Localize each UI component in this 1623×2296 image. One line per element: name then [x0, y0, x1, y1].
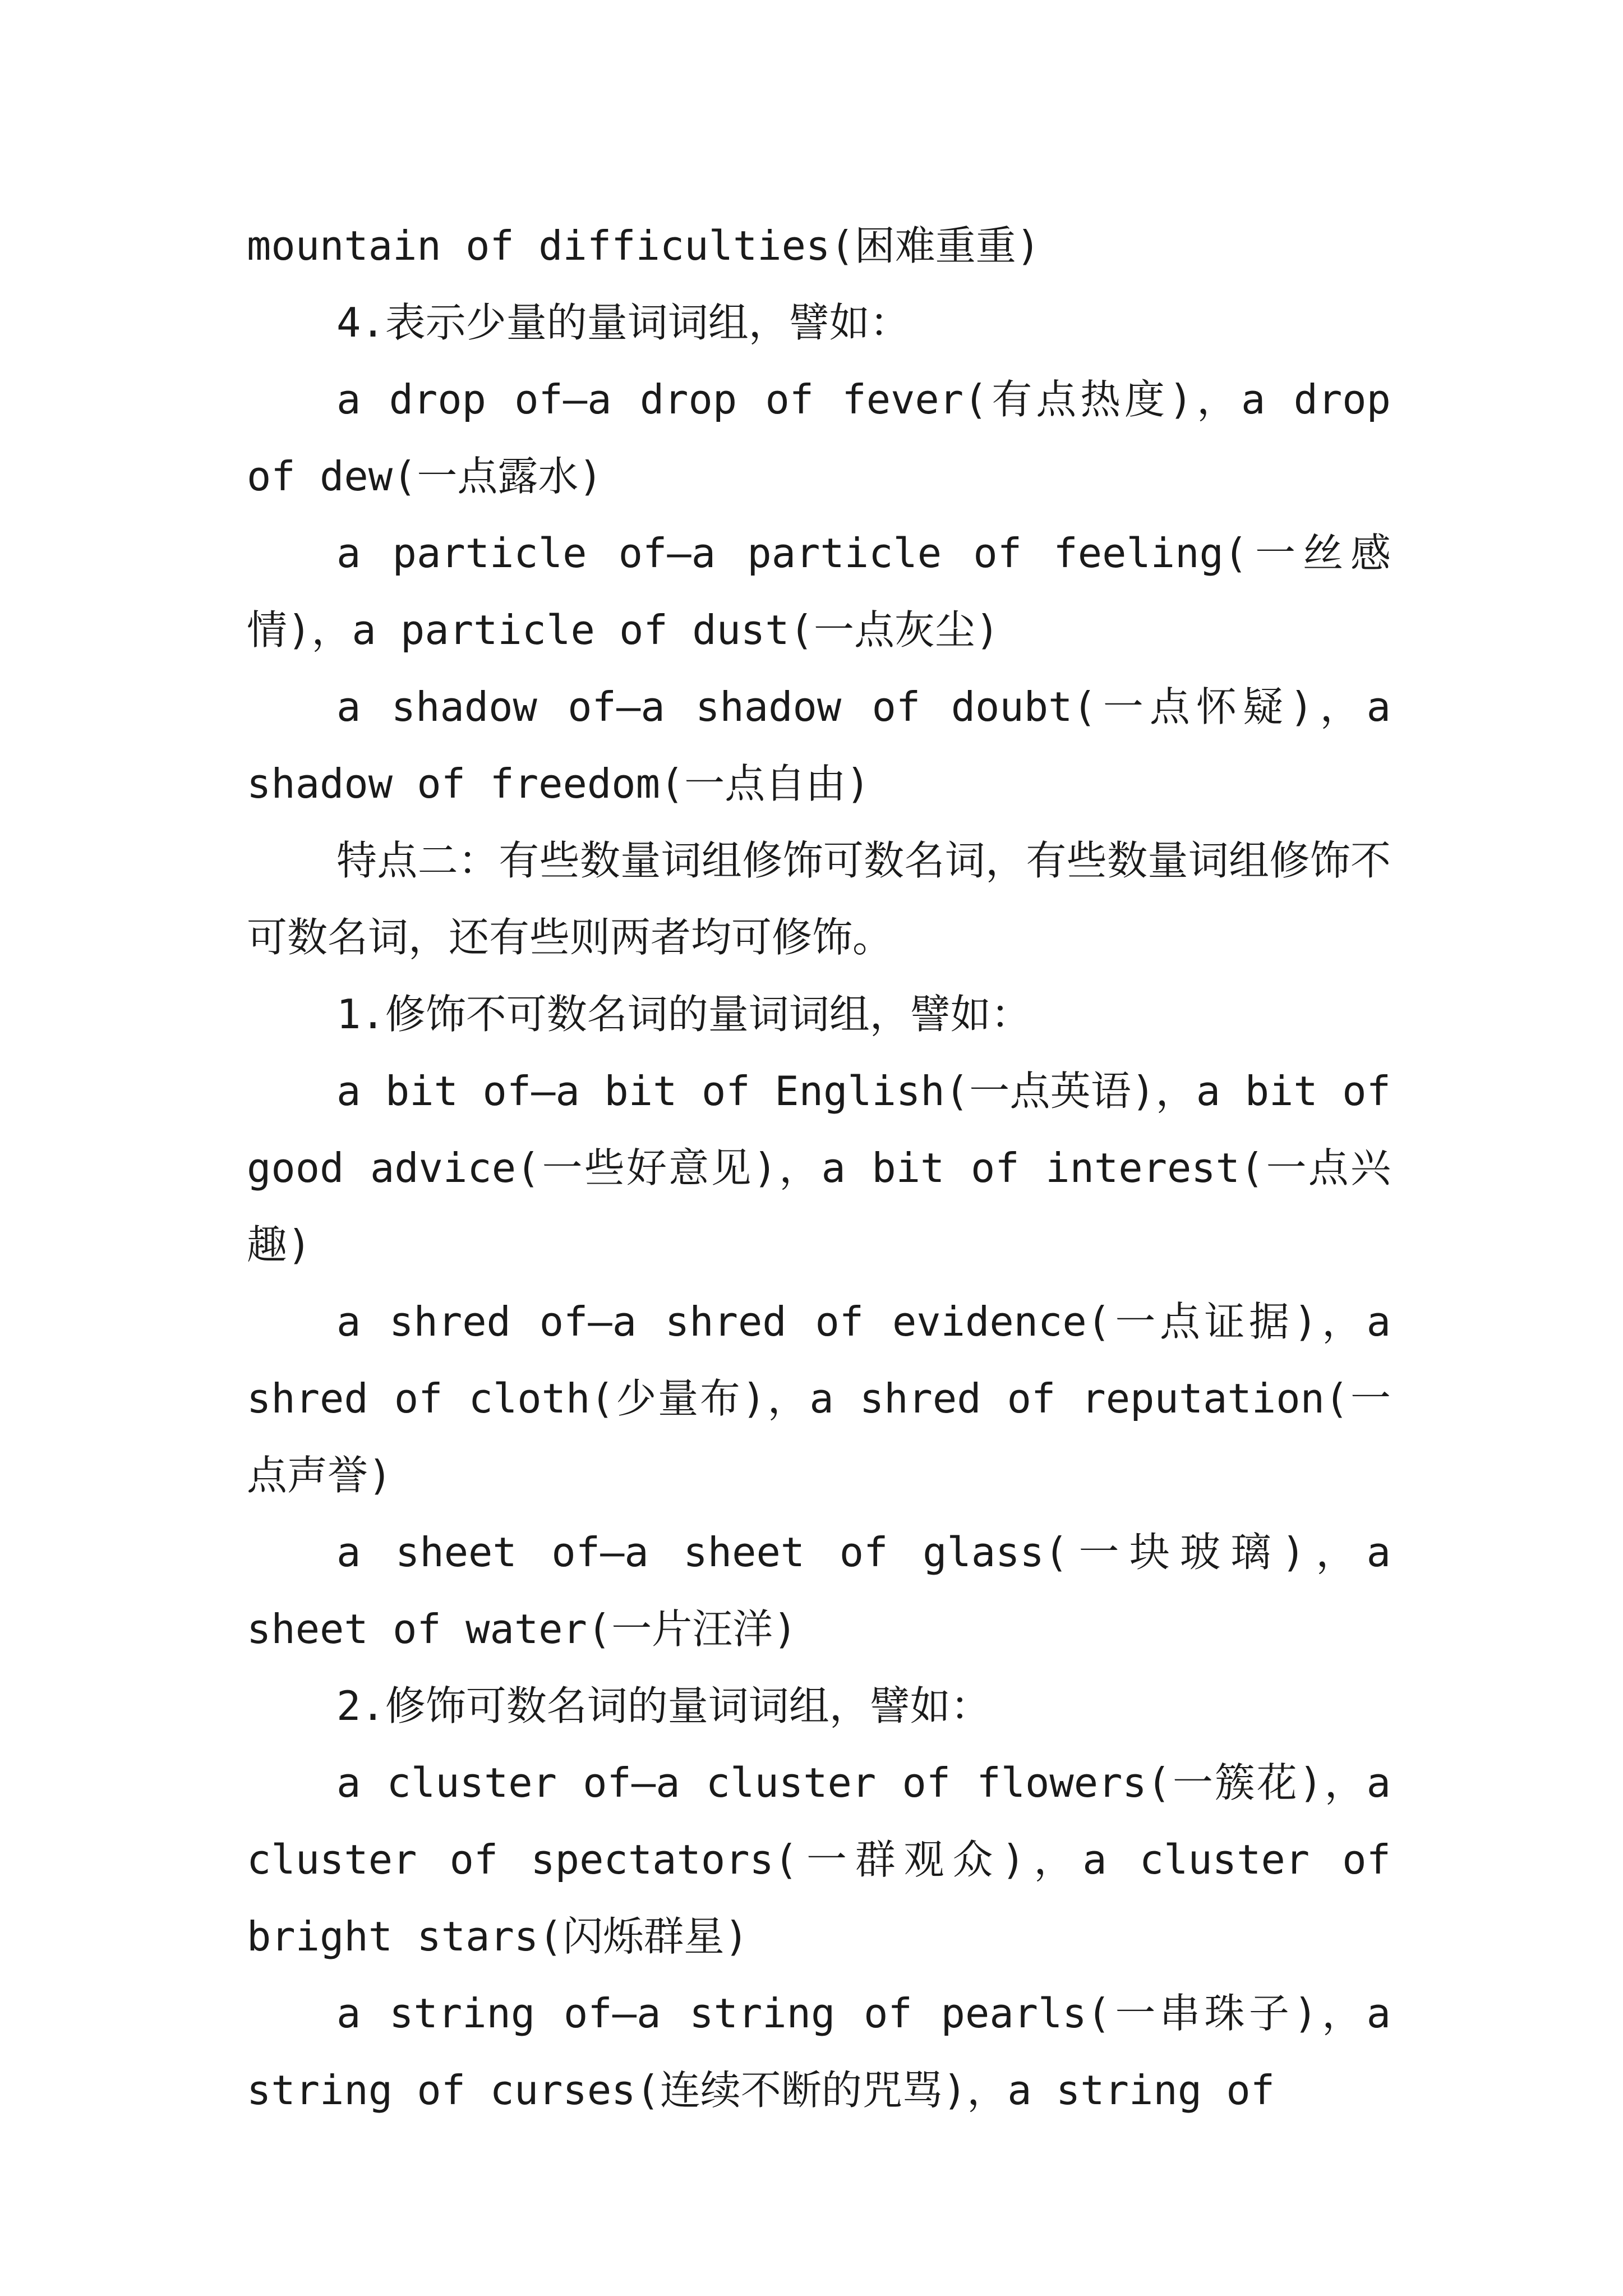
- paragraph-4: a particle of—a particle of feeling(一丝感情)，a particle of dust(一点灰尘): [247, 530, 1391, 654]
- paragraph-7: 1.修饰不可数名词的量词词组，譬如：: [336, 991, 1031, 1038]
- paragraph-3: a drop of—a drop of fever(有点热度)，a drop of dew(一点露水): [247, 376, 1391, 500]
- paragraph-9: a shred of—a shred of evidence(一点证据)，a shred of cloth(少量布)，a shred of reputation(一点声誉): [247, 1298, 1391, 1499]
- paragraph-13: a string of—a string of pearls(一串珠子)，a string of curses(连续不断的咒骂)，a string of: [247, 1990, 1391, 2114]
- paragraph-5: a shadow of—a shadow of doubt(一点怀疑)，a shadow of freedom(一点自由): [247, 683, 1391, 807]
- paragraph-1: mountain of difficulties(困难重重): [247, 222, 1041, 269]
- paragraph-10: a sheet of—a sheet of glass(一块玻璃)，a sheet of water(一片汪洋): [247, 1529, 1391, 1653]
- paragraph-12: a cluster of—a cluster of flowers(一簇花)，a cluster of spectators(一群观众)，a cluster of bright stars(闪烁群星): [247, 1759, 1391, 1960]
- paragraph-8: a bit of—a bit of English(一点英语)，a bit of good advice(一些好意见)，a bit of interest(一点兴趣): [247, 1068, 1391, 1268]
- paragraph-11: 2.修饰可数名词的量词词组，譬如：: [336, 1682, 991, 1729]
- paragraph-6: 特点二：有些数量词组修饰可数名词，有些数量词组修饰不可数名词，还有些则两者均可修饰。: [247, 837, 1391, 961]
- document-page: [247, 208, 1391, 2129]
- paragraph-2: 4.表示少量的量词词组，譬如：: [336, 299, 910, 346]
